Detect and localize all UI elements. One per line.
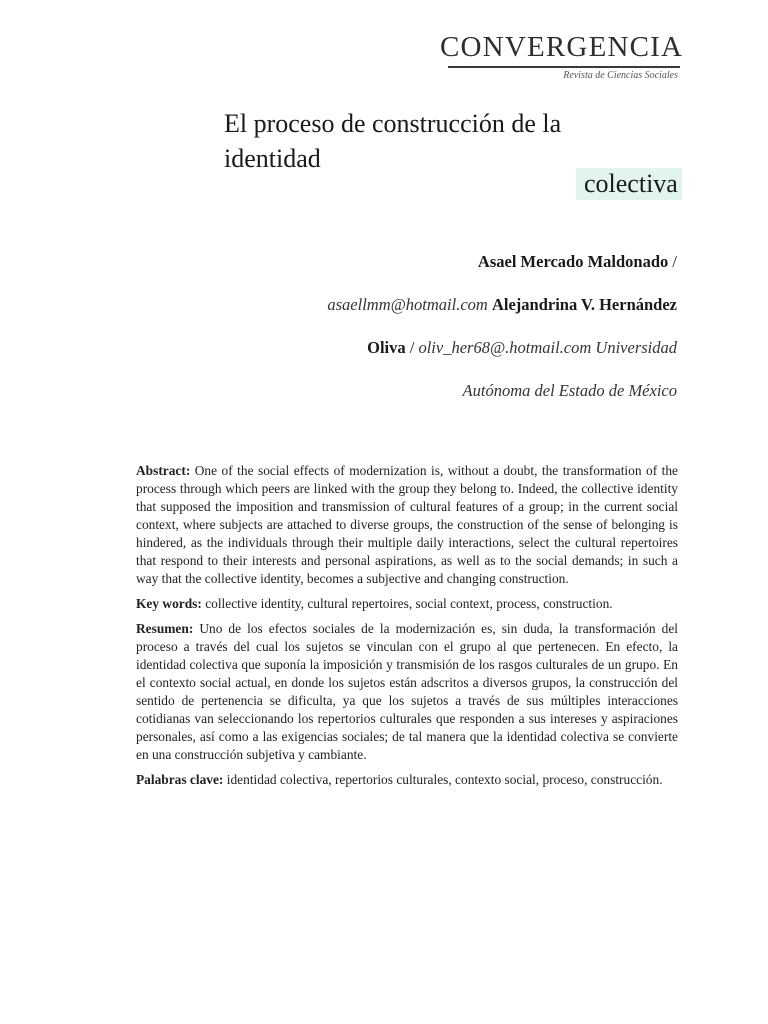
author-email-2[interactable]: oliv_her68@.hotmail.com — [418, 338, 592, 357]
masthead-rule — [448, 66, 680, 68]
title-highlighted-word: colectiva — [576, 168, 682, 200]
author-separator: / — [668, 252, 677, 271]
resumen-text: Uno de los efectos sociales de la modernización es, sin duda, la transformación del proceso a través del cual los sujetos se vinculan con el grupo al que pertenecen. En efecto, la identidad colectiva que suponía la imposición y transmisión de los rasgos culturales de un grupo. En el contexto social actual, en donde los sujetos están adscritos a diversos grupos, la construcción del sentido de pertenencia se dificulta, ya que los sujetos a través de sus múltiples interacciones cotidianas van seleccionando los repertorios culturales que responden a sus intereses y aspiraciones personales, así como a las exigencias sociales; de tal manera que la identidad colectiva se convierte en una construcción subjetiva y cambiante. — [136, 621, 678, 762]
article-title — [224, 106, 690, 198]
author-separator: / — [405, 338, 419, 357]
author-name-1: Asael Mercado Maldonado — [477, 252, 669, 271]
author-line-1 — [140, 240, 677, 283]
author-name-2-cont: Oliva — [367, 338, 406, 357]
abstract-section — [136, 462, 678, 796]
resumen-paragraph — [136, 620, 678, 764]
author-block — [140, 240, 677, 412]
title-line-1: El proceso de construcción de la — [224, 109, 562, 138]
abstract-paragraph — [136, 462, 678, 588]
abstract-text: One of the social effects of modernization is, without a doubt, the transformation of the process through which peers are linked with the group they belong to. Indeed, the collective identity that supposed the imposition and transmission of cultural features of a group; in the current social context, where subjects are attached to diverse groups, the construction of the sense of belonging is hindered, as the individuals through their multiple daily interactions, select the cultural repertoires that respond to their interests and personal aspirations, as well as to the social demands; in such a way that the collective identity, becomes a subjective and changing construction. — [136, 463, 678, 586]
title-line-2: identidad — [224, 144, 321, 173]
author-affiliation-cont: Autónoma del Estado de México — [462, 381, 677, 400]
author-line-3 — [140, 326, 677, 369]
palabras-clave-text: identidad colectiva, repertorios culturales, contexto social, proceso, construcción. — [226, 772, 663, 787]
journal-name: CONVERGENCIA — [440, 31, 684, 63]
journal-subtitle: Revista de Ciencias Sociales — [563, 70, 678, 81]
abstract-label: Abstract: — [136, 463, 191, 478]
keywords-paragraph — [136, 595, 698, 613]
author-affiliation: Universidad — [595, 338, 677, 357]
author-line-2 — [140, 283, 677, 326]
keywords-label: Key words: — [136, 596, 202, 611]
author-email-1[interactable]: asaellmm@hotmail.com — [327, 295, 488, 314]
keywords-text: collective identity, cultural repertoires, social context, process, construction. — [205, 596, 613, 611]
journal-masthead — [440, 31, 684, 81]
palabras-clave-paragraph — [136, 771, 678, 789]
resumen-label: Resumen: — [136, 621, 194, 636]
author-name-2: Alejandrina V. Hernández — [491, 295, 677, 314]
palabras-clave-label: Palabras clave: — [136, 772, 224, 787]
author-line-4 — [140, 369, 677, 412]
